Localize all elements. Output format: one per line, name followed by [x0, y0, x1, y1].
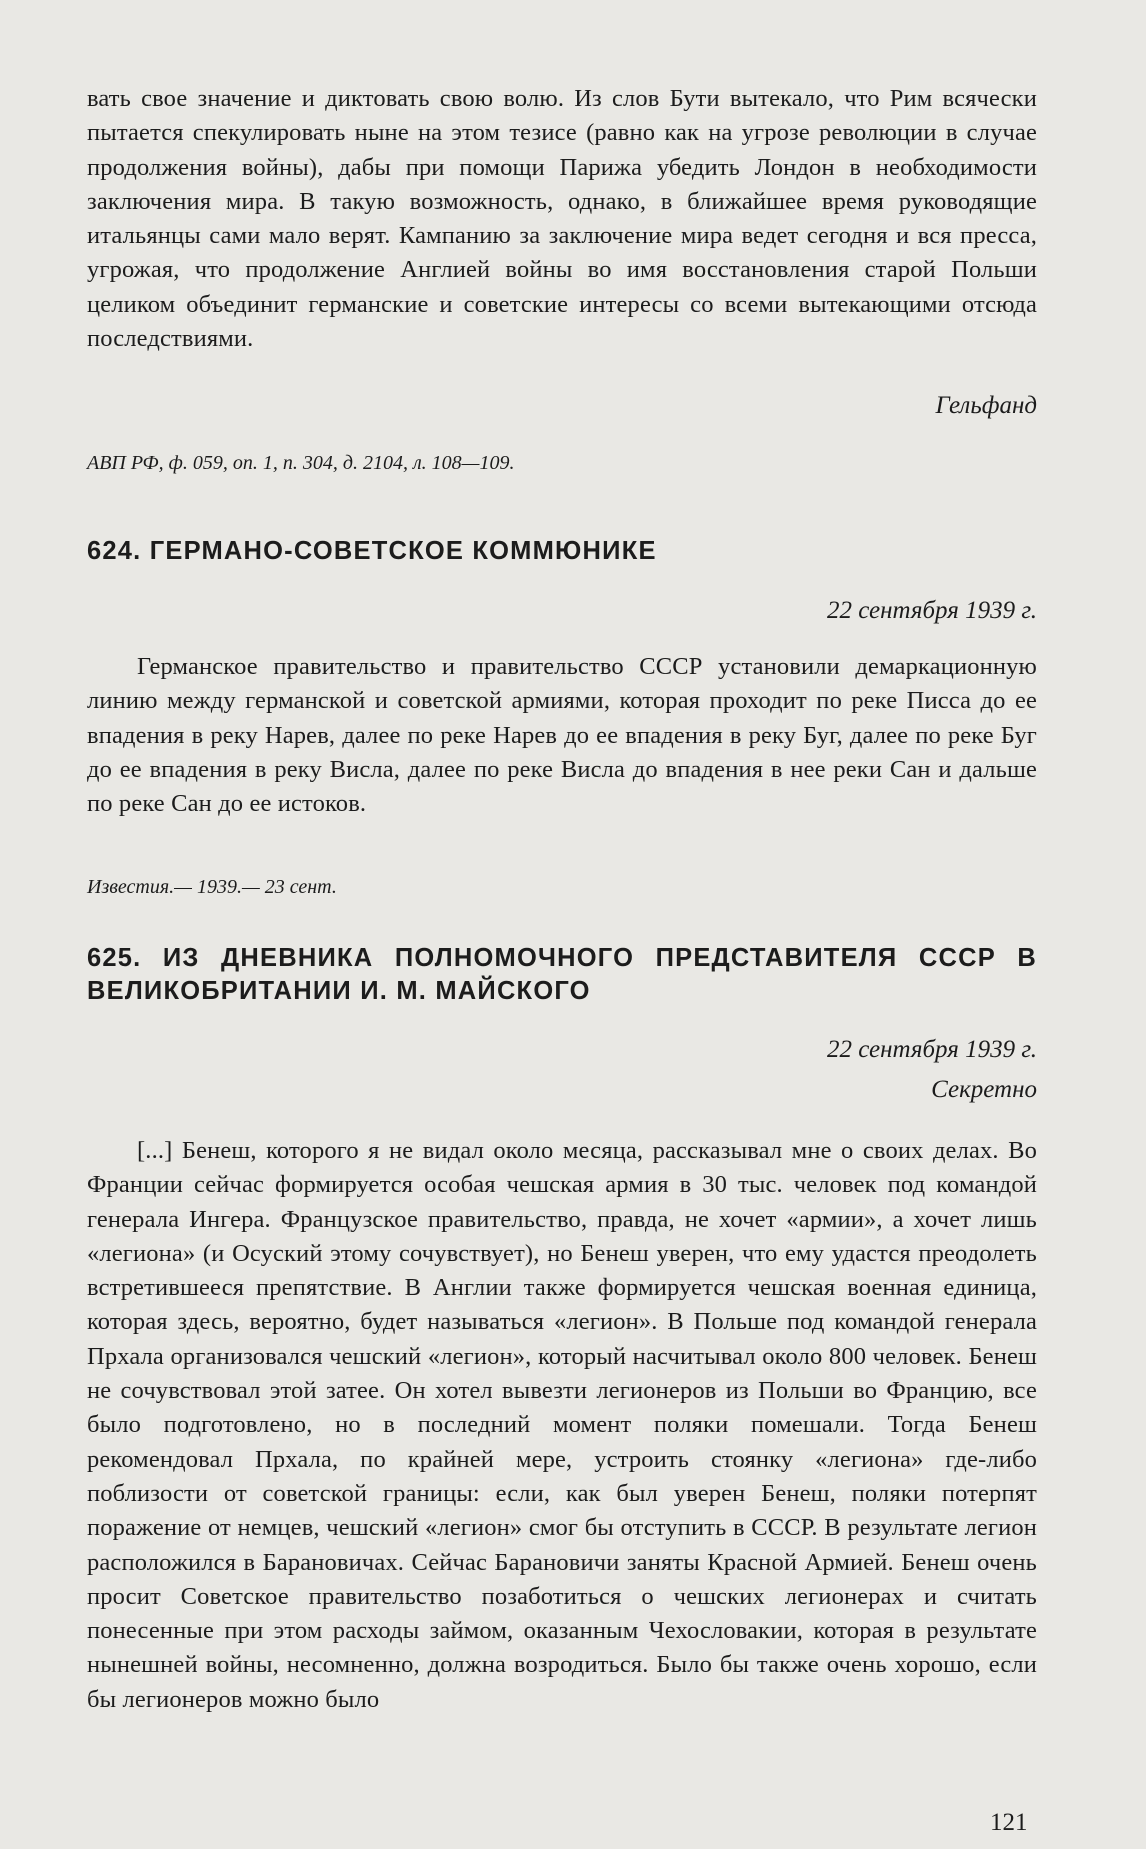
document-625-title: 625. ИЗ ДНЕВНИКА ПОЛНОМОЧНОГО ПРЕДСТАВИТЕЛЯ СССР В ВЕЛИКОБРИТАНИИ И. М. МАЙСКОГО: [87, 944, 1037, 1005]
page-number: 121: [990, 1809, 1028, 1836]
document-624-text: Германское правительство и правительство СССР установили демаркационную линию между германской и советской армиями, которая проходит по реке Писса до ее впадения в реку Нарев, далее по реке Нарев до ее впадения в реку Буг, далее по реке Буг до ее впадения в реку Висла, далее по реке Висла до впадения в нее реки Сан и дальше по реке Сан до ее истоков.: [87, 653, 1037, 818]
document-625-text: [...] Бенеш, которого я не видал около месяца, рассказывал мне о своих делах. Во Франции сейчас формируется особая чешская армия в 30 тыс. человек под командой генерала Ингера. Французское правительство, правда, не хочет «армии», а хочет лишь «легиона» (и Осуский этому сочувствует), но Бенеш уверен, что ему удастся преодолеть встретившееся препятствие. В Англии также формируется чешская военная единица, которая здесь, вероятно, будет называться «легион». В Польше под командой генерала Прхала организовался чешский «легион», который насчитывал около 800 человек. Бенеш не сочувствовал этой затее. Он хотел вывезти легионеров из Польши во Францию, все было подготовлено, но в последний момент поляки помешали. Тогда Бенеш рекомендовал Прхала, по крайней мере, устроить стоянку «легиона» где-либо поблизости от советской границы: если, как был уверен Бенеш, поляки потерпят поражение от немцев, чешский «легион» смог бы отступить в СССР. В результате легион расположился в Барановичах. Сейчас Барановичи заняты Красной Армией. Бенеш очень просит Советское правительство позаботиться о чешских легионерах и считать понесенные при этом расходы займом, оказанным Чехословакии, которая в результате нынешней войны, несомненно, должна возродиться. Было бы также очень хорошо, если бы легионеров можно было: [87, 1137, 1037, 1713]
document-624-source: Известия.— 1939.— 23 сент.: [87, 876, 337, 898]
document-625-date: 22 сентября 1939 г.: [826, 1036, 1037, 1063]
signature: Гельфанд: [935, 392, 1037, 419]
continuation-paragraph: вать свое значение и диктовать свою волю. Из слов Бути вытекало, что Рим всячески пытается спекулировать ныне на этом тезисе (равно как на угрозе революции в случае продолжения войны), дабы при помощи Парижа убедить Лондон в необходимости заключения мира. В такую возможность, однако, в ближайшее время руководящие итальянцы сами мало верят. Кампанию за заключение мира ведет сегодня и вся пресса, угрожая, что продолжение Англией войны во имя восстановления старой Польши целиком объединит германские и советские интересы со всеми вытекающими отсюда последствиями.: [87, 85, 1037, 353]
document-625-classification: Секретно: [931, 1076, 1037, 1103]
archive-source: АВП РФ, ф. 059, оп. 1, п. 304, д. 2104, л. 108—109.: [87, 452, 515, 474]
document-624-date: 22 сентября 1939 г.: [826, 597, 1037, 624]
document-624-title: 624. ГЕРМАНО-СОВЕТСКОЕ КОММЮНИКЕ: [87, 537, 657, 565]
